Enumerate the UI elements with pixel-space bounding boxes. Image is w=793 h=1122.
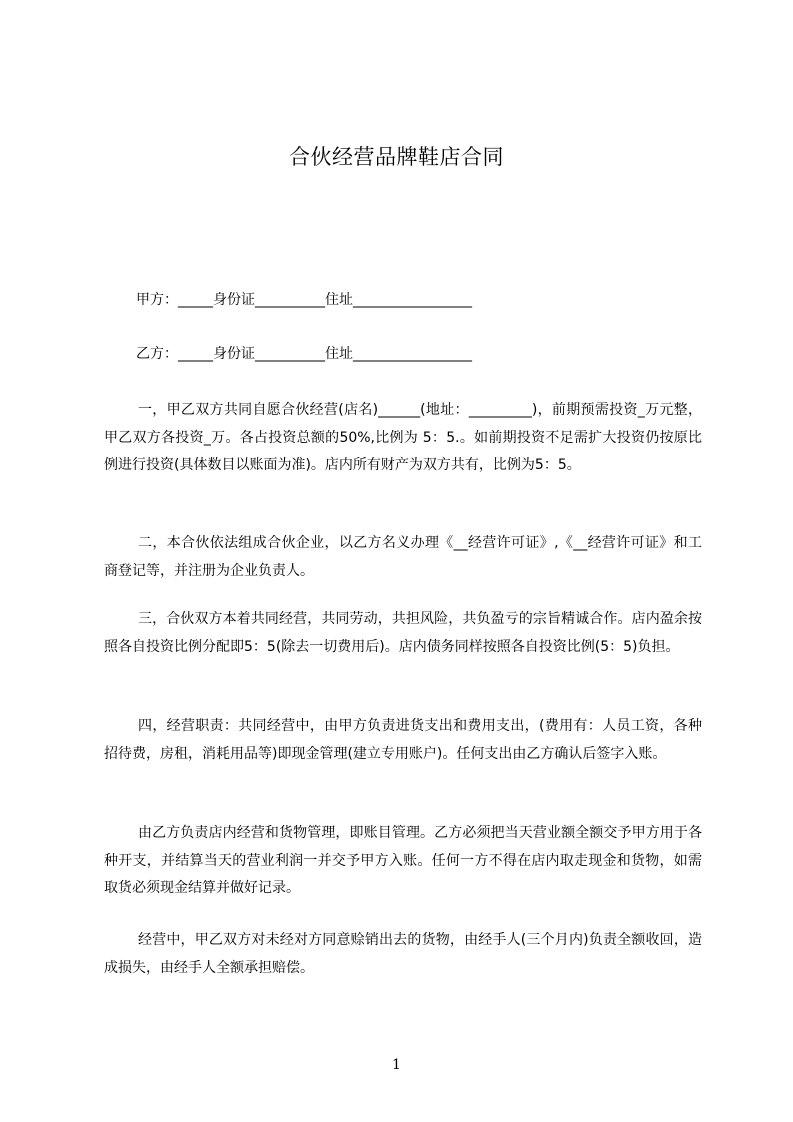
clause-paragraph: 二，本合伙依法组成合伙企业，以乙方名义办理《__经营许可证》,《__经营许可证》和工商登记等，并注册为企业负责人。 bbox=[104, 535, 702, 579]
clause-paragraph: 三，合伙双方本着共同经营，共同劳动，共担风险，共负盈亏的宗旨精诚合作。店内盈余按照各自投资比例分配即5：5(除去一切费用后)。店内债务同样按照各自投资比例(5：5)负担。 bbox=[104, 611, 702, 655]
party-a-line: 甲方：_____身份证__________住址_________________ bbox=[136, 292, 472, 308]
clause-paragraph: 一，甲乙双方共同自愿合伙经营(店名)______(地址：_________)，前期预需投资_万元整，甲乙双方各投资_万。各占投资总额的50%,比例为 5：5.。如前期投资不足需扩大投资仍按原比例进行投资(具体数目以账面为准)。店内所有财产为双方共有，比例为5：5。 bbox=[104, 402, 702, 473]
page-number: 1 bbox=[392, 1057, 401, 1073]
document-title: 合伙经营品牌鞋店合同 bbox=[289, 145, 504, 169]
clause-paragraph: 经营中，甲乙双方对未经对方同意赊销出去的货物，由经手人(三个月内)负责全额收回，造成损失，由经手人全额承担赔偿。 bbox=[104, 932, 702, 976]
clause-paragraph: 由乙方负责店内经营和货物管理，即账目管理。乙方必须把当天营业额全额交予甲方用于各种开支，并结算当天的营业利润一并交予甲方入账。任何一方不得在店内取走现金和货物，如需取货必须现金结算并做好记录。 bbox=[104, 825, 702, 896]
party-b-line: 乙方：_____身份证__________住址_________________ bbox=[136, 346, 472, 362]
clause-paragraph: 四，经营职责：共同经营中，由甲方负责进货支出和费用支出，(费用有：人员工资，各种招待费，房租，消耗用品等)即现金管理(建立专用账户)。任何支出由乙方确认后签字入账。 bbox=[104, 718, 702, 762]
